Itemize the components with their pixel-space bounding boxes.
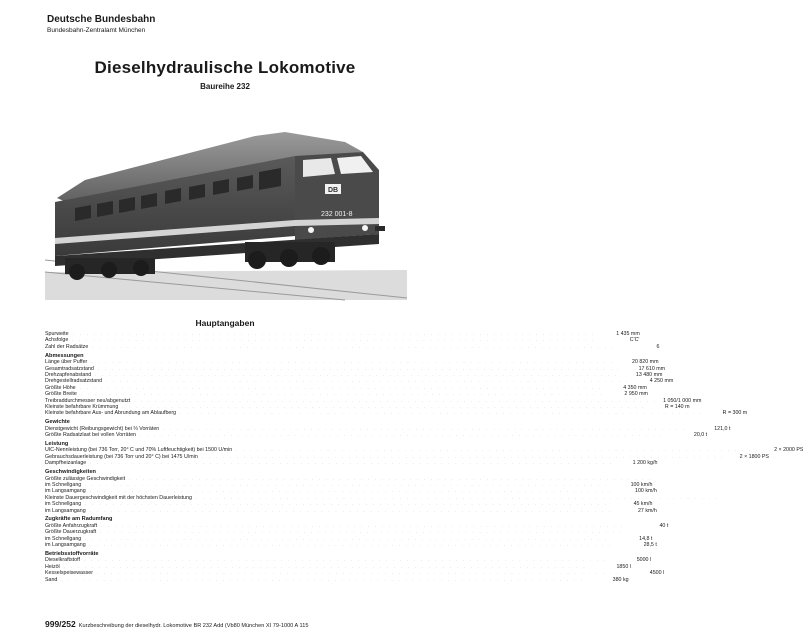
spec-value: 13 480 mm	[635, 371, 663, 378]
spec-value: 380 kg	[612, 576, 629, 583]
spec-value: 5000 l	[636, 557, 652, 564]
cab-side-window	[303, 158, 335, 177]
spec-label: im Langsamgang	[45, 507, 86, 514]
spec-label: Spurweite	[45, 331, 69, 337]
spec-value: 20,0 t	[693, 432, 708, 439]
spec-value: 28,5 t	[643, 542, 657, 549]
spec-value: 40 t	[659, 522, 669, 529]
spec-label: Heizöl	[45, 563, 60, 570]
spec-label: Kesselspeisewasser	[45, 570, 93, 577]
spec-label: Treibraddurchmesser neu/abgenutzt	[45, 397, 131, 404]
document-header	[47, 14, 155, 35]
spec-value: 45 km/h	[633, 501, 653, 508]
spec-label: Zahl der Radsätze	[45, 343, 89, 350]
spec-value: 4500 l	[649, 570, 665, 577]
footer-text: Kurzbeschreibung der dieselhydr. Lokomotive BR 232 Add (Vb80 München XI 79-1000 A 115	[78, 623, 309, 629]
spec-value: R = 140 m	[664, 403, 690, 410]
spec-value: 100 km/h	[630, 481, 653, 488]
spec-value: 1 050/1 000 mm	[663, 397, 702, 404]
spec-row	[45, 576, 629, 583]
spec-label: im Langsamgang	[45, 542, 86, 549]
spec-row	[45, 410, 748, 417]
leader-dots: . . . . . . . . . . . . . . . . . . . . . . . . . . . . . . . . . . . . . . . . . . . . . . . . . . . . . . . . . . . . . . . . . . . . . . . . . . .	[85, 501, 609, 507]
leader-dots: . . . . . . . . . . . . . . . . . . . . . . . . . . . . . . . . . . . . . . . . . . . . . . . . . . . . . . . . . . . . . . . . . . . . . . . . . . .	[89, 507, 613, 513]
spec-value: 27 km/h	[637, 507, 657, 514]
spec-label: Größte zulässige Geschwindigkeit	[45, 475, 126, 482]
leader-dots: . . . . . . . . . . . . . . . . . . . . . . . . . . . . . . . . . . . . . . . . . . . . . . . . . . . . . . . . . . . . . . . . . . . . . . . . . . .	[91, 359, 615, 365]
leader-dots: . . . . . . . . . . . . . . . . . . . . . . . . . . . . . . . . . . . . . . . . . . . . . . . . . . . . . . . . . . . . . . . . . . . . . . . . . . .	[122, 403, 646, 409]
section-heading: Zugkräfte am Radumfang	[45, 516, 113, 523]
spec-label: Dieselkraftstoff	[45, 557, 80, 564]
leader-dots: . . . . . . . . . . . . . . . . . . . . . . . . . . . . . . . . . . . . . . . . . . . . . . . . . . . . . . . . . . . . . . . . . . . . . . . . . . .	[72, 331, 596, 336]
leader-dots: . . . . . . . . . . . . . . . . . . . . . . . . . . . . . . . . . . . . . . . . . . . . . . . . . . . . . . . . . . . . . . . . . . . . . . . . . . .	[89, 488, 613, 494]
spec-row	[45, 460, 658, 467]
section-heading: Betriebsstoffvorräte	[45, 550, 99, 557]
loco-number-plate: 232 001-8	[321, 211, 353, 218]
spec-label: Größte Anfahrzugkraft	[45, 522, 98, 529]
spec-value: 1850 l	[616, 563, 631, 570]
spec-value: 2 × 2000 PS	[774, 447, 803, 454]
spec-value: 20 820 mm	[632, 359, 659, 366]
leader-dots: . . . . . . . . . . . . . . . . . . . . . . . . . . . . . . . . . . . . . . . . . . . . . . . . . . . . . . . . . . . . . . . . . . . . . . . . . . .	[101, 522, 625, 528]
spec-label: im Schnellgang	[45, 535, 82, 542]
spec-label: Drehzapfenabstand	[45, 371, 92, 378]
leader-dots: . . . . . . . . . . . . . . . . . . . . . . . . . . . . . . . . . . . . . . . . . . . . . . . . . . . . . . . . . . . . . . . . . . . . . . . . . . .	[139, 432, 664, 438]
spec-label: Dampfheizanlage	[45, 460, 87, 467]
section-heading: Gewichte	[45, 419, 70, 426]
spec-label: Gesamtradsatzstand	[45, 365, 94, 372]
ground	[45, 270, 407, 300]
organization-name: Deutsche Bundesbahn	[47, 14, 156, 25]
leader-dots: . . . . . . . . . . . . . . . . . . . . . . . . . . . . . . . . . . . . . . . . . . . . . . . . . . . . . . . . . . . . . . . . . . . . . . . . . . .	[97, 365, 622, 371]
section-heading: Leistung	[45, 440, 69, 447]
locomotive-illustration	[45, 122, 407, 300]
leader-dots: . . . . . . . . . . . . . . . . . . . . . . . . . . . . . . . . . . . . . . . . . . . . . . . . . . . . . . . . . . . . . . . . . . . . . . . . . . .	[236, 447, 760, 453]
leader-dots: . . . . . . . . . . . . . . . . . . . . . . . . . . . . . . . . . . . . . . . . . . . . . . . . . . . . . . . . . . . . . . . . . . . . . . . . . . .	[97, 570, 621, 576]
leader-dots: . . . . . . . . . . . . . . . . . . . . . . . . . . . . . . . . . . . . . . . . . . . . . . . . . . . . . . . . . . . . . . . . . . . . . . . . . . .	[195, 494, 720, 500]
footer	[45, 619, 415, 629]
spec-row	[45, 542, 657, 549]
buffer	[375, 226, 385, 231]
section-heading: Abmessungen	[45, 352, 84, 359]
leader-dots: . . . . . . . . . . . . . . . . . . . . . . . . . . . . . . . . . . . . . . . . . . . . . . . . . . . . . . . . . . . . . . . . . . . . . . . . . . .	[95, 371, 619, 377]
main-specs-heading: Hauptangaben	[195, 318, 255, 328]
db-logo: DB	[327, 187, 339, 194]
spec-label: Länge über Puffer	[45, 359, 88, 366]
leader-dots: . . . . . . . . . . . . . . . . . . . . . . . . . . . . . . . . . . . . . . . . . . . . . . . . . . . . . . . . . . . . . . . . . . . . . . . . . . .	[85, 535, 609, 541]
spec-value: 121,0 t	[714, 425, 731, 432]
leader-dots: . . . . . . . . . . . . . . . . . . . . . . . . . . . . . . . . . . . . . . . . . . . . . . . . . . . . . . . . . . . . . . . . . . . . . . . . . . .	[72, 337, 596, 343]
spec-row	[45, 507, 657, 514]
leader-dots: . . . . . . . . . . . . . . . . . . . . . . . . . . . . . . . . . . . . . . . . . . . . . . . . . . . . . . . . . . . . . . . . . . . . . . . . . . .	[61, 576, 585, 582]
spec-row	[45, 432, 708, 439]
spec-label: Größte Radsatzlast bei vollen Vorräten	[45, 432, 136, 439]
leader-dots: . . . . . . . . . . . . . . . . . . . . . . . . . . . . . . . . . . . . . . . . . . . . . . . . . . . . . . . . . . . . . . . . . . . . . . . . . . .	[89, 542, 613, 548]
spec-value: 17 610 mm	[638, 365, 666, 372]
headlight-right	[362, 225, 368, 231]
spec-label: im Schnellgang	[45, 501, 82, 508]
document-title: Dieselhydraulische Lokomotive	[94, 58, 356, 77]
leader-dots: . . . . . . . . . . . . . . . . . . . . . . . . . . . . . . . . . . . . . . . . . . . . . . . . . . . . . . . . . . . . . . . . . . . . . . . . . . .	[80, 391, 604, 397]
spec-label: Kleinste befahrbare Krümmung	[45, 403, 119, 410]
document-subtitle: Baureihe 232	[200, 82, 250, 91]
spec-label: Kleinste befahrbare Aus- und Abrundung am Ablaufberg	[45, 410, 177, 417]
leader-dots: . . . . . . . . . . . . . . . . . . . . . . . . . . . . . . . . . . . . . . . . . . . . . . . . . . . . . . . . . . . . . . . . . . . . . . . . . . .	[180, 410, 704, 416]
spec-value: 1 200 kg/h	[632, 460, 658, 467]
spec-value: 4 350 mm	[623, 384, 647, 391]
leader-dots: . . . . . . . . . . . . . . . . . . . . . . . . . . . . . . . . . . . . . . . . . . . . . . . . . . . . . . . . . . . . . . . . . . . . . . . . . . .	[90, 460, 614, 466]
spec-label: Achsfolge	[45, 337, 69, 344]
headlight-left	[308, 227, 314, 233]
spec-label: Dienstgewicht (Reibungsgewicht) bei ⅔ Vorräten	[45, 425, 160, 432]
spec-value: R = 300 m	[722, 410, 748, 417]
spec-label: Größte Höhe	[45, 384, 76, 391]
leader-dots: . . . . . . . . . . . . . . . . . . . . . . . . . . . . . . . . . . . . . . . . . . . . . . . . . . . . . . . . . . . . . . . . . . . . . . . . . . .	[163, 425, 687, 431]
spec-row	[45, 343, 660, 350]
leader-dots: . . . . . . . . . . . . . . . . . . . . . . . . . . . . . . . . . . . . . . . . . . . . . . . . . . . . . . . . . . . . . . . . . . . . . . . . . . .	[134, 397, 658, 403]
spec-label: im Schnellgang	[45, 481, 82, 488]
spec-label: Drehgestellradsatzstand	[45, 378, 103, 385]
spec-label: Größte Breite	[45, 391, 77, 398]
spec-value: C'C'	[629, 337, 640, 344]
leader-dots: . . . . . . . . . . . . . . . . . . . . . . . . . . . . . . . . . . . . . . . . . . . . . . . . . . . . . . . . . . . . . . . . . . . . . . . . . . .	[201, 453, 725, 459]
leader-dots: . . . . . . . . . . . . . . . . . . . . . . . . . . . . . . . . . . . . . . . . . . . . . . . . . . . . . . . . . . . . . . . . . . . . . . . . . . .	[79, 384, 603, 390]
spec-value: 1 435 mm	[616, 331, 640, 337]
spec-value: 2 × 1800 PS	[739, 453, 769, 460]
locomotive-photo	[45, 122, 407, 300]
leader-dots: . . . . . . . . . . . . . . . . . . . . . . . . . . . . . . . . . . . . . . . . . . . . . . . . . . . . . . . . . . . . . . . . . . . . . . . . . . .	[106, 378, 630, 384]
spec-value: 100 km/h	[635, 488, 657, 495]
spec-value: 14,8 t	[639, 535, 653, 542]
spec-label: Kleinste Dauergeschwindigkeit mit der höchsten Dauerleistung	[45, 494, 192, 501]
spec-value: 4 250 mm	[649, 378, 674, 385]
spec-label: Sand	[45, 576, 58, 583]
spec-label: im Langsamgang	[45, 488, 86, 495]
leader-dots: . . . . . . . . . . . . . . . . . . . . . . . . . . . . . . . . . . . . . . . . . . . . . . . . . . . . . . . . . . . . . . . . . . . . . . . . . . .	[83, 557, 608, 563]
sub-organization-name: Bundesbahn-Zentralamt München	[47, 27, 146, 34]
leader-dots: . . . . . . . . . . . . . . . . . . . . . . . . . . . . . . . . . . . . . . . . . . . . . . . . . . . . . . . . . . . . . . . . . . . . . . . . . . .	[92, 343, 616, 349]
spec-label: Gebrauchsdauerleistung (bei 736 Torr und 20° C) bei 1475 U/min	[45, 453, 198, 460]
spec-value: 2 950 mm	[624, 391, 648, 398]
section-heading: Geschwindigkeiten	[45, 468, 96, 475]
specs-table	[45, 331, 803, 583]
leader-dots: . . . . . . . . . . . . . . . . . . . . . . . . . . . . . . . . . . . . . . . . . . . . . . . . . . . . . . . . . . . . . . . . . . . . . . . . . . .	[129, 475, 653, 481]
spec-label: UIC-Nennleistung (bei 736 Torr, 20° C und 70% Luftfeuchtigkeit) bei 1500 U/min	[45, 447, 233, 454]
leader-dots: . . . . . . . . . . . . . . . . . . . . . . . . . . . . . . . . . . . . . . . . . . . . . . . . . . . . . . . . . . . . . . . . . . . . . . . . . . .	[63, 563, 587, 569]
leader-dots: . . . . . . . . . . . . . . . . . . . . . . . . . . . . . . . . . . . . . . . . . . . . . . . . . . . . . . . . . . . . . . . . . . . . . . . . . . .	[85, 481, 609, 487]
spec-label: Größte Dauerzugkraft	[45, 529, 97, 536]
leader-dots: . . . . . . . . . . . . . . . . . . . . . . . . . . . . . . . . . . . . . . . . . . . . . . . . . . . . . . . . . . . . . . . . . . . . . . . . . . .	[100, 529, 624, 535]
spec-value: 6	[656, 343, 660, 350]
footer-code: 999/252	[45, 619, 76, 629]
